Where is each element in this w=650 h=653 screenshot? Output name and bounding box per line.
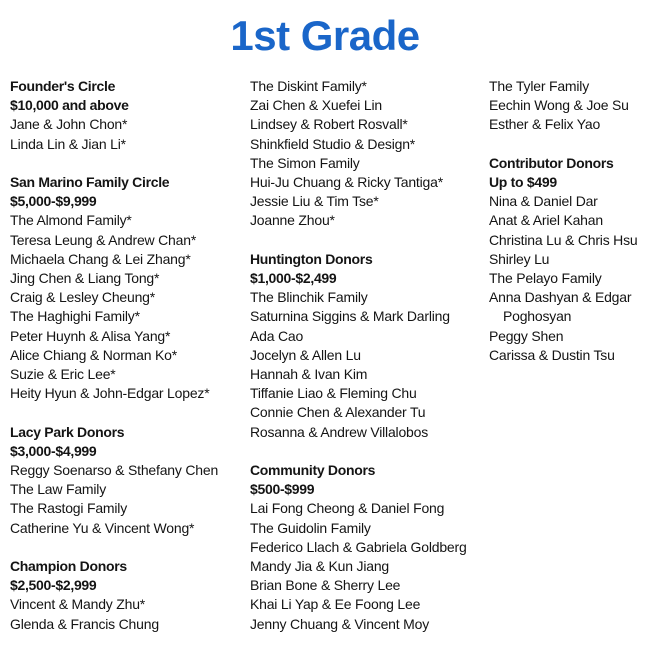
- donor-name: Esther & Felix Yao: [489, 116, 601, 133]
- donor-name: Federico Llach & Gabriela Goldberg: [250, 538, 467, 555]
- donor-name: Saturnina Siggins & Mark Darling: [250, 308, 450, 325]
- donor-name: Lai Fong Cheong & Daniel Fong: [250, 500, 445, 517]
- donor-tier-heading: Huntington Donors: [250, 250, 373, 267]
- donor-name: Craig & Lesley Cheung*: [10, 289, 156, 306]
- donor-name: Vincent & Mandy Zhu*: [10, 596, 146, 613]
- donor-name: Michaela Chang & Lei Zhang*: [10, 250, 191, 267]
- donor-name: Mandy Jia & Kun Jiang: [250, 558, 389, 575]
- donor-name: Alice Chiang & Norman Ko*: [10, 346, 177, 363]
- donor-name: Rosanna & Andrew Villalobos: [250, 423, 429, 440]
- donor-tier-range: $2,500-$2,999: [10, 577, 97, 594]
- donor-tier-range: Up to $499: [489, 174, 557, 190]
- donor-name: Christina Lu & Chris Hsu: [489, 231, 638, 248]
- donor-group: [250, 250, 482, 442]
- donor-name: Brian Bone & Sherry Lee: [250, 577, 401, 594]
- donor-column-1: [10, 77, 242, 653]
- donor-column-2: [250, 77, 482, 653]
- donor-name: Lindsey & Robert Rosvall*: [250, 116, 408, 133]
- donor-name: Jessie Liu & Tim Tse*: [250, 193, 379, 210]
- donor-name: Peggy Shen: [489, 327, 564, 344]
- donor-name: The Simon Family: [250, 154, 360, 171]
- donor-group: [489, 77, 647, 135]
- donor-name: Shinkfield Studio & Design*: [250, 135, 416, 152]
- donor-name: Ada Cao: [250, 327, 304, 344]
- donor-name: Teresa Leung & Andrew Chan*: [10, 231, 197, 248]
- donor-name: Linda Lin & Jian Li*: [10, 135, 126, 152]
- donor-name: Joanne Zhou*: [250, 212, 335, 229]
- donor-name: The Guidolin Family: [250, 519, 371, 536]
- donor-name: The Rastogi Family: [10, 500, 127, 517]
- donor-name: Jocelyn & Allen Lu: [250, 346, 361, 363]
- donor-name: Suzie & Eric Lee*: [10, 366, 116, 383]
- donor-group: [10, 557, 242, 634]
- donor-name: The Haghighi Family*: [10, 308, 140, 325]
- donor-group: [10, 173, 242, 403]
- donor-name: Glenda & Francis Chung: [10, 615, 159, 632]
- donor-name: Reggy Soenarso & Sthefany Chen: [10, 462, 219, 479]
- donor-name: Zai Chen & Xuefei Lin: [250, 97, 382, 114]
- donor-tier-range: $500-$999: [250, 481, 315, 498]
- donor-column-3: [489, 77, 647, 384]
- donor-name: Jing Chen & Liang Tong*: [10, 270, 160, 287]
- donor-group: [489, 154, 647, 365]
- donor-tier-range: $10,000 and above: [10, 97, 129, 114]
- donor-name: Eechin Wong & Joe Su: [489, 97, 629, 114]
- donor-name: Tiffanie Liao & Fleming Chu: [250, 385, 417, 402]
- donor-name: The Almond Family*: [10, 212, 132, 229]
- donor-tier-heading: Founder's Circle: [10, 78, 116, 94]
- donor-tier-heading: Community Donors: [250, 462, 376, 479]
- donor-name: Anna Dashyan & Edgar Poghosyan: [489, 289, 632, 325]
- donor-tier-range: $5,000-$9,999: [10, 193, 97, 210]
- donor-group: [250, 77, 482, 231]
- donor-tier-heading: San Marino Family Circle: [10, 174, 170, 190]
- donor-name: Heity Hyun & John-Edgar Lopez*: [10, 385, 210, 402]
- donor-tier-range: $3,000-$4,999: [10, 442, 97, 459]
- donor-group: [10, 77, 242, 154]
- donor-name: Khai Li Yap & Ee Foong Lee: [250, 596, 421, 613]
- donor-name: Catherine Yu & Vincent Wong*: [10, 519, 195, 536]
- donor-name: Carissa & Dustin Tsu: [489, 346, 615, 363]
- donor-tier-range: $1,000-$2,499: [250, 270, 337, 287]
- donor-tier-heading: Lacy Park Donors: [10, 423, 125, 440]
- donor-name: Jenny Chuang & Vincent Moy: [250, 615, 429, 632]
- donor-name: Shirley Lu: [489, 250, 550, 267]
- donor-name: The Tyler Family: [489, 78, 590, 94]
- donor-name: Connie Chen & Alexander Tu: [250, 404, 426, 421]
- donor-name: Peter Huynh & Alisa Yang*: [10, 327, 171, 344]
- donor-name: Jane & John Chon*: [10, 116, 128, 133]
- donor-group: [250, 461, 482, 634]
- donor-name: Hui-Ju Chuang & Ricky Tantiga*: [250, 174, 443, 191]
- donor-name: Hannah & Ivan Kim: [250, 366, 368, 383]
- donor-group: [10, 423, 242, 538]
- page-title: 1st Grade: [230, 12, 420, 59]
- donor-name: The Law Family: [10, 481, 107, 498]
- donor-name: Anat & Ariel Kahan: [489, 212, 603, 229]
- donor-tier-heading: Contributor Donors: [489, 154, 614, 171]
- donor-name: Nina & Daniel Dar: [489, 193, 598, 210]
- donor-tier-heading: Champion Donors: [10, 558, 127, 575]
- donor-name: The Pelayo Family: [489, 270, 602, 287]
- donor-name: The Blinchik Family: [250, 289, 368, 306]
- donor-name: The Diskint Family*: [250, 78, 367, 94]
